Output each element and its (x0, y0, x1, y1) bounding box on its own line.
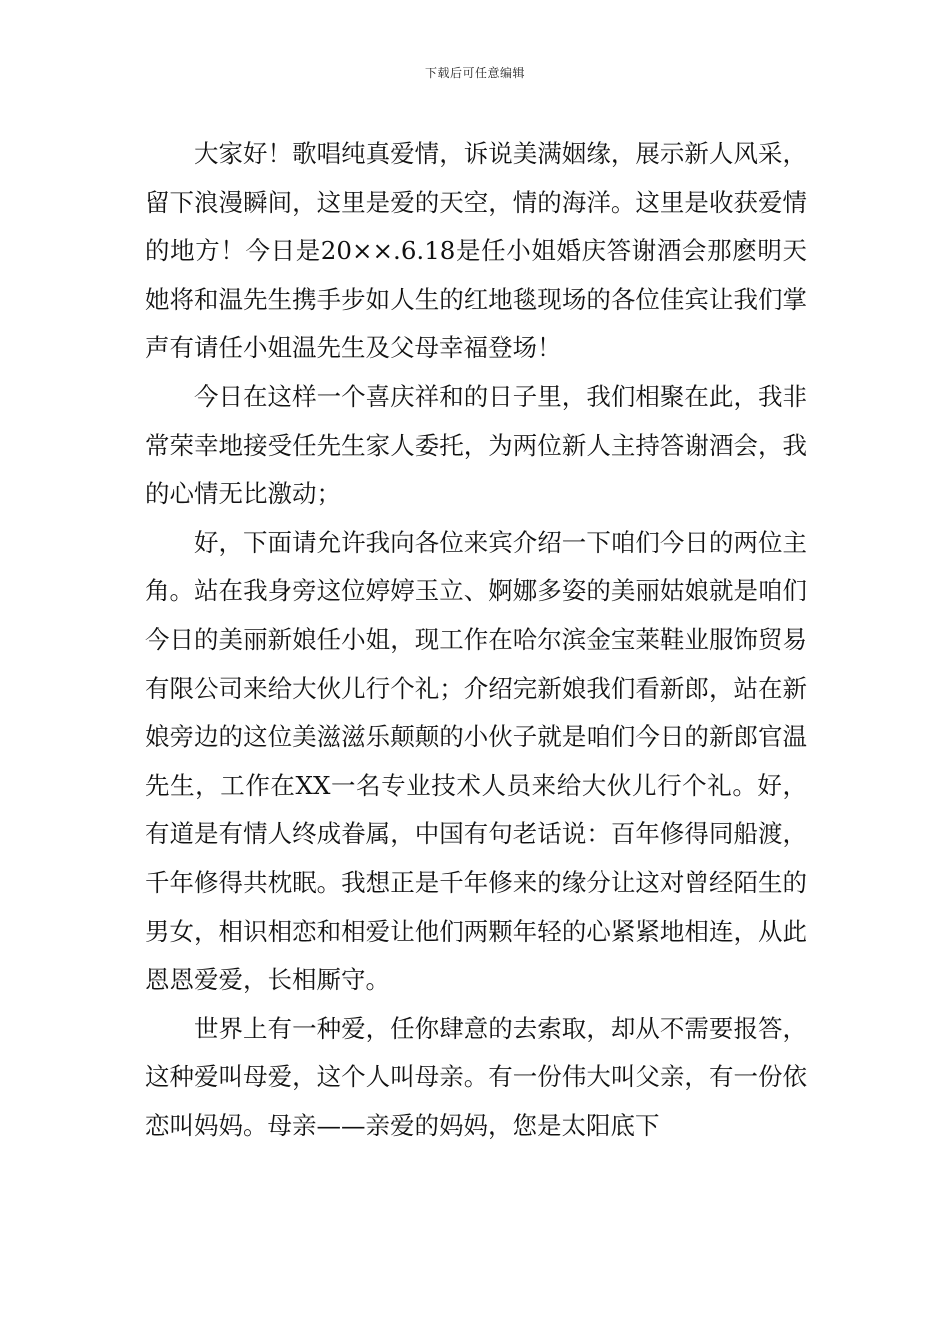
paragraph-couple-intro: 好，下面请允许我向各位来宾介绍一下咱们今日的两位主角。站在我身旁这位婷婷玉立、婀娜多姿的美丽姑娘就是咱们今日的美丽新娘任小姐，现工作在哈尔滨金宝莱鞋业服饰贸易有限公司来给大伙儿行个礼；介绍完新娘我们看新郎，站在新娘旁边的这位美滋滋乐颠颠的小伙子就是咱们今日的新郎官温先生，工作在XX一名专业技术人员来给大伙儿行个礼。好，有道是有情人终成眷属，中国有句老话说：百年修得同船渡，千年修得共枕眠。我想正是千年修来的缘分让这对曾经陌生的男女，相识相恋和相爱让他们两颗年轻的心紧紧地相连，从此恩恩爱爱，长相厮守。 (145, 527, 807, 995)
page-header: 下载后可任意编辑 (424, 66, 525, 80)
paragraph-mother-love: 世界上有一种爱，任你肆意的去索取，却从不需要报答，这种爱叫母爱，这个人叫母亲。有一份伟大叫父亲，有一份依恋叫妈妈。母亲——亲爱的妈妈，您是太阳底下 (145, 1013, 807, 1140)
paragraph-welcome: 大家好！歌唱纯真爱情，诉说美满姻缘，展示新人风采，留下浪漫瞬间，这里是爱的天空，情的海洋。这里是收获爱情的地方！今日是20××.6.18是任小姐婚庆答谢酒会那麽明天她将和温先生携手步如人生的红地毯现场的各位佳宾让我们掌声有请任小姐温先生及父母幸福登场！ (145, 139, 807, 363)
paragraph-host-intro: 今日在这样一个喜庆祥和的日子里，我们相聚在此，我非常荣幸地接受任先生家人委托，为两位新人主持答谢酒会，我的心情无比激动； (145, 381, 807, 509)
document-body (145, 130, 807, 1150)
